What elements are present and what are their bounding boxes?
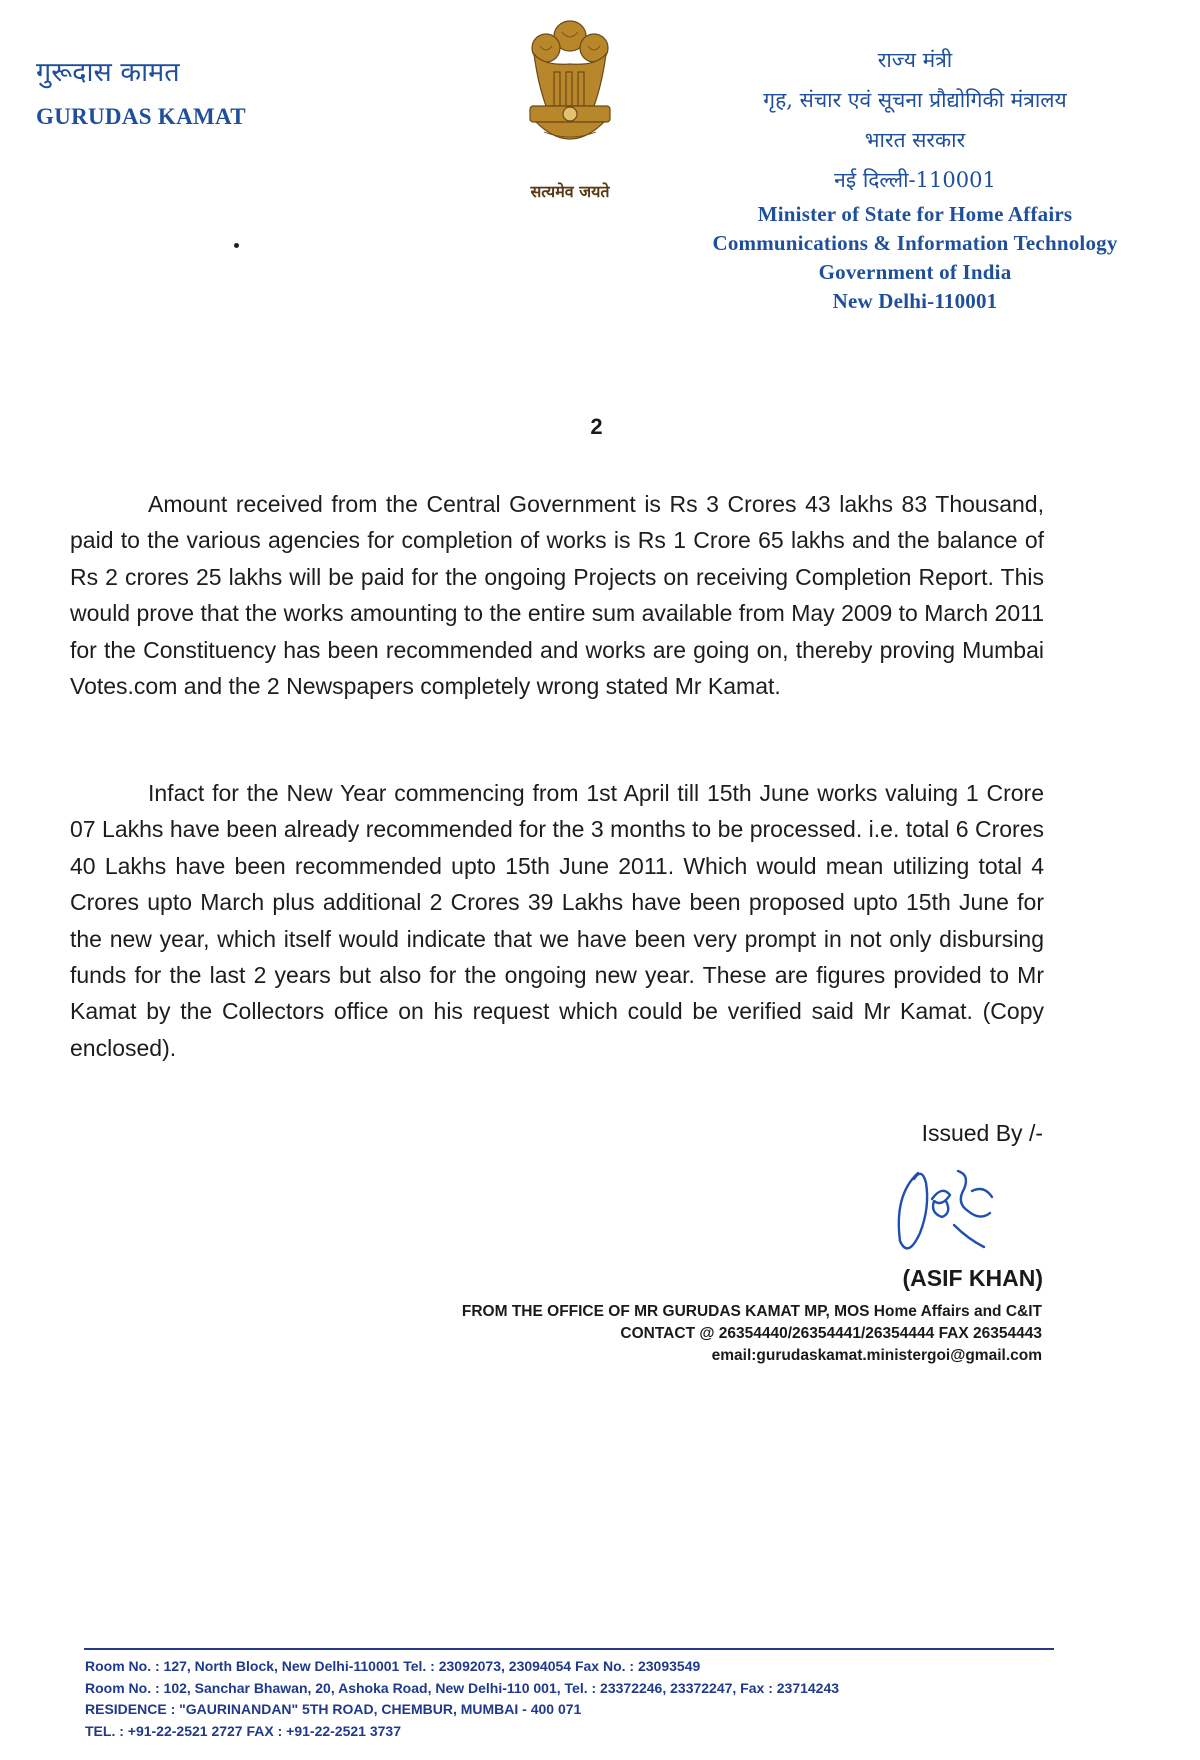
designation-english: Minister of State for Home Affairs <box>757 202 1073 226</box>
handwritten-signature <box>880 1155 1010 1265</box>
body-paragraph-2: Infact for the New Year commencing from 1st April till 15th June works valuing 1 Crore 07 Lakhs have been already recommended for the 3 months to be processed. i.e. total 6 Crores 40 Lakhs have been recommended upto 15th June 2011. Which would mean utilizing total 4 Crores upto March plus additional 2 Crores 39 Lakhs have been proposed upto 15th June for the new year, which itself would indicate that we have been very prompt in not only disbursing funds for the last 2 years but also for the ongoing new year. These are figures provided to Mr Kamat by the Collectors office on his request which could be verified said Mr Kamat. (Copy enclosed). <box>70 780 1044 1061</box>
body-paragraph-1: Amount received from the Central Government is Rs 3 Crores 43 lakhs 83 Thousand, paid to the various agencies for completion of works is Rs 1 Crore 65 lakhs and the balance of Rs 2 crores 25 lakhs will be paid for the ongoing Projects on receiving Completion Report. This would prove that the works amounting to the entire sum available from May 2009 to March 2011 for the Constituency has been recommended and works are going on, thereby proving Mumbai Votes.com and the 2 Newspapers completely wrong stated Mr Kamat. <box>70 491 1044 700</box>
footer-addresses <box>85 1656 1065 1742</box>
office-line: FROM THE OFFICE OF MR GURUDAS KAMAT MP, MOS Home Affairs and C&IT <box>461 1303 1042 1320</box>
page-number: 2 <box>590 414 603 439</box>
city-hindi: नई दिल्ली-110001 <box>834 168 996 192</box>
email-line: email:gurudaskamat.ministergoi@gmail.com <box>711 1347 1042 1364</box>
government-hindi: भारत सरकार <box>864 128 966 152</box>
minister-name-hindi: गुरूदास कामत <box>36 57 180 88</box>
ministry-english: Communications & Information Technology <box>712 231 1118 255</box>
emblem-motto: सत्यमेव जयते <box>530 182 610 201</box>
signer-name: (ASIF KHAN) <box>902 1265 1043 1291</box>
contact-line: CONTACT @ 26354440/26354441/26354444 FAX 26354443 <box>620 1325 1042 1342</box>
issued-by-label: Issued By /- <box>921 1120 1043 1146</box>
ministry-address-block <box>670 40 1160 316</box>
city-english: New Delhi-110001 <box>832 289 998 313</box>
footer-line-residence: RESIDENCE : "GAURINANDAN" 5TH ROAD, CHEMBUR, MUMBAI - 400 071 <box>85 1701 582 1717</box>
office-contact-block <box>330 1301 1042 1367</box>
designation-hindi: राज्य मंत्री <box>877 48 953 72</box>
ink-dot <box>234 243 239 248</box>
minister-name-english: GURUDAS KAMAT <box>36 104 246 129</box>
footer-divider <box>84 1648 1054 1650</box>
national-emblem-icon <box>510 14 630 164</box>
footer-line-sanchar-bhawan: Room No. : 102, Sanchar Bhawan, 20, Ashoka Road, New Delhi-110 001, Tel. : 23372246, 23372247, Fax : 23714243 <box>85 1679 840 1696</box>
ministry-hindi: गृह, संचार एवं सूचना प्रौद्योगिकी मंत्रालय <box>763 88 1067 112</box>
footer-line-residence-phone: TEL. : +91-22-2521 2727 FAX : +91-22-2521 3737 <box>85 1722 401 1739</box>
government-english: Government of India <box>818 260 1012 284</box>
footer-line-north-block: Room No. : 127, North Block, New Delhi-110001 Tel. : 23092073, 23094054 Fax No. : 23093549 <box>85 1658 701 1674</box>
